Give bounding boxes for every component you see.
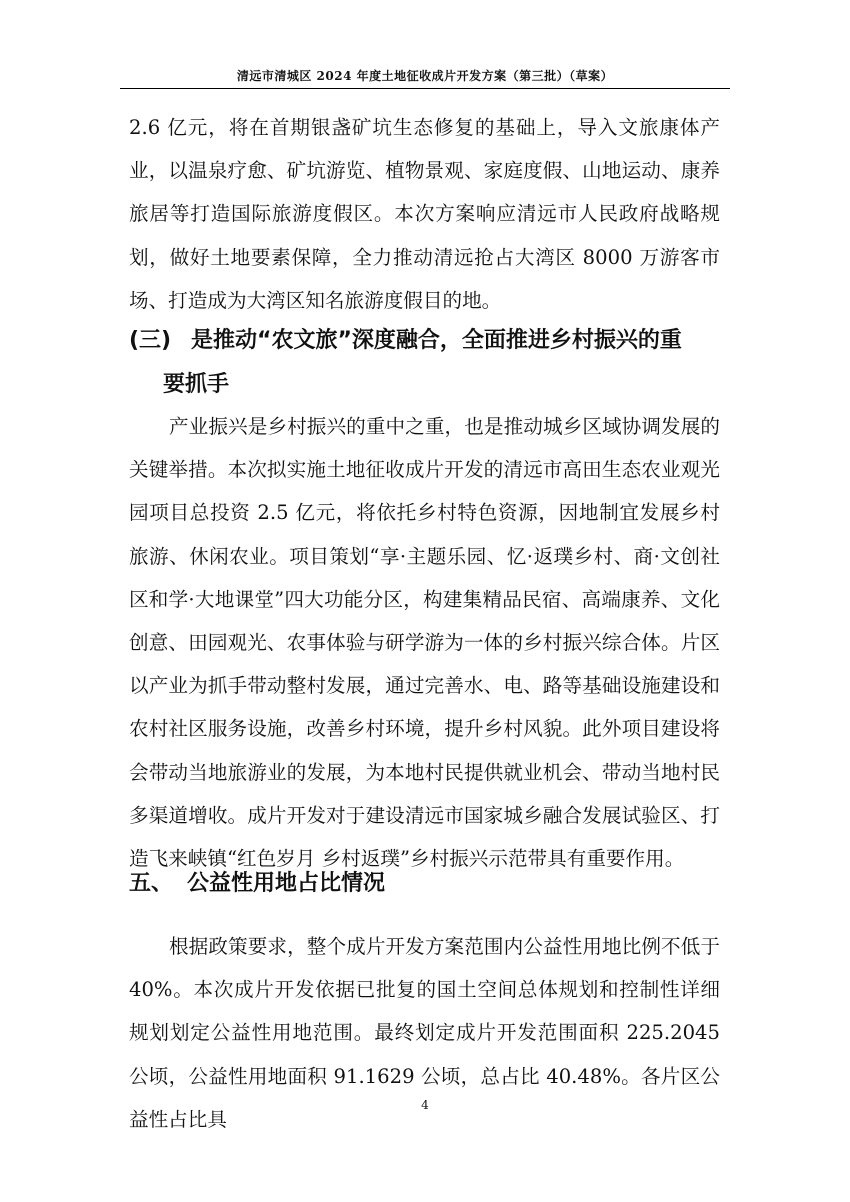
section-heading-5-title: 公益性用地占比情况 <box>187 871 386 896</box>
section-heading-3-label: (三) <box>129 328 172 353</box>
section-heading-3-line1: 是推动“农文旅”深度融合，全面推进乡村振兴的重 <box>191 328 682 353</box>
paragraph-public-land-ratio: 根据政策要求，整个成片开发方案范围内公益性用地比例不低于 40%。本次成片开发依据已批复的国土空间总体规划和控制性详细规划划定公益性用地范围。最终划定成片开发范围面积 225.2045 公顷，公益性用地面积 91.1629 公顷，总占比 40.48%。各片区公益性占比具 <box>129 935 720 1131</box>
paragraph-tourism-resort: 2.6 亿元，将在首期银盏矿坑生态修复的基础上，导入文旅康体产业，以温泉疗愈、矿坑游览、植物景观、家庭度假、山地运动、康养旅居等打造国际旅游度假区。本次方案响应清远市人民政府战略规划，做好土地要素保障，全力推动清远抢占大湾区 8000 万游客市场、打造成为大湾区知名旅游度假目的地。 <box>129 116 720 312</box>
page-number: 4 <box>421 1098 429 1112</box>
section-heading-3-line2: 要抓手 <box>163 372 230 397</box>
running-header: 清远市清城区 2024 年度土地征收成片开发方案（第三批）（草案） <box>236 69 614 83</box>
paragraph-rural-revitalization: 产业振兴是乡村振兴的重中之重，也是推动城乡区域协调发展的关键举措。本次拟实施土地征收成片开发的清远市高田生态农业观光园项目总投资 2.5 亿元，将依托乡村特色资源，因地制宜发展乡村旅游、休闲农业。项目策划“享·主题乐园、忆·返璞乡村、商·文创社区和学·大地课堂”四大功能分区，构建集精品民宿、高端康养、文化创意、田园观光、农事体验与研学游为一体的乡村振兴综合体。片区以产业为抓手带动整村发展，通过完善水、电、路等基础设施建设和农村社区服务设施，改善乡村环境，提升乡村风貌。此外项目建设将会带动当地旅游业的发展，为本地村民提供就业机会、带动当地村民多渠道增收。成片开发对于建设清远市国家城乡融合发展试验区、打造飞来峡镇“红色岁月 乡村返璞”乡村振兴示范带具有重要作用。 <box>129 415 720 871</box>
section-heading-5-label: 五、 <box>129 871 174 896</box>
section-heading-3 <box>129 319 729 407</box>
header-rule <box>120 88 730 89</box>
section-heading-5 <box>129 862 729 906</box>
